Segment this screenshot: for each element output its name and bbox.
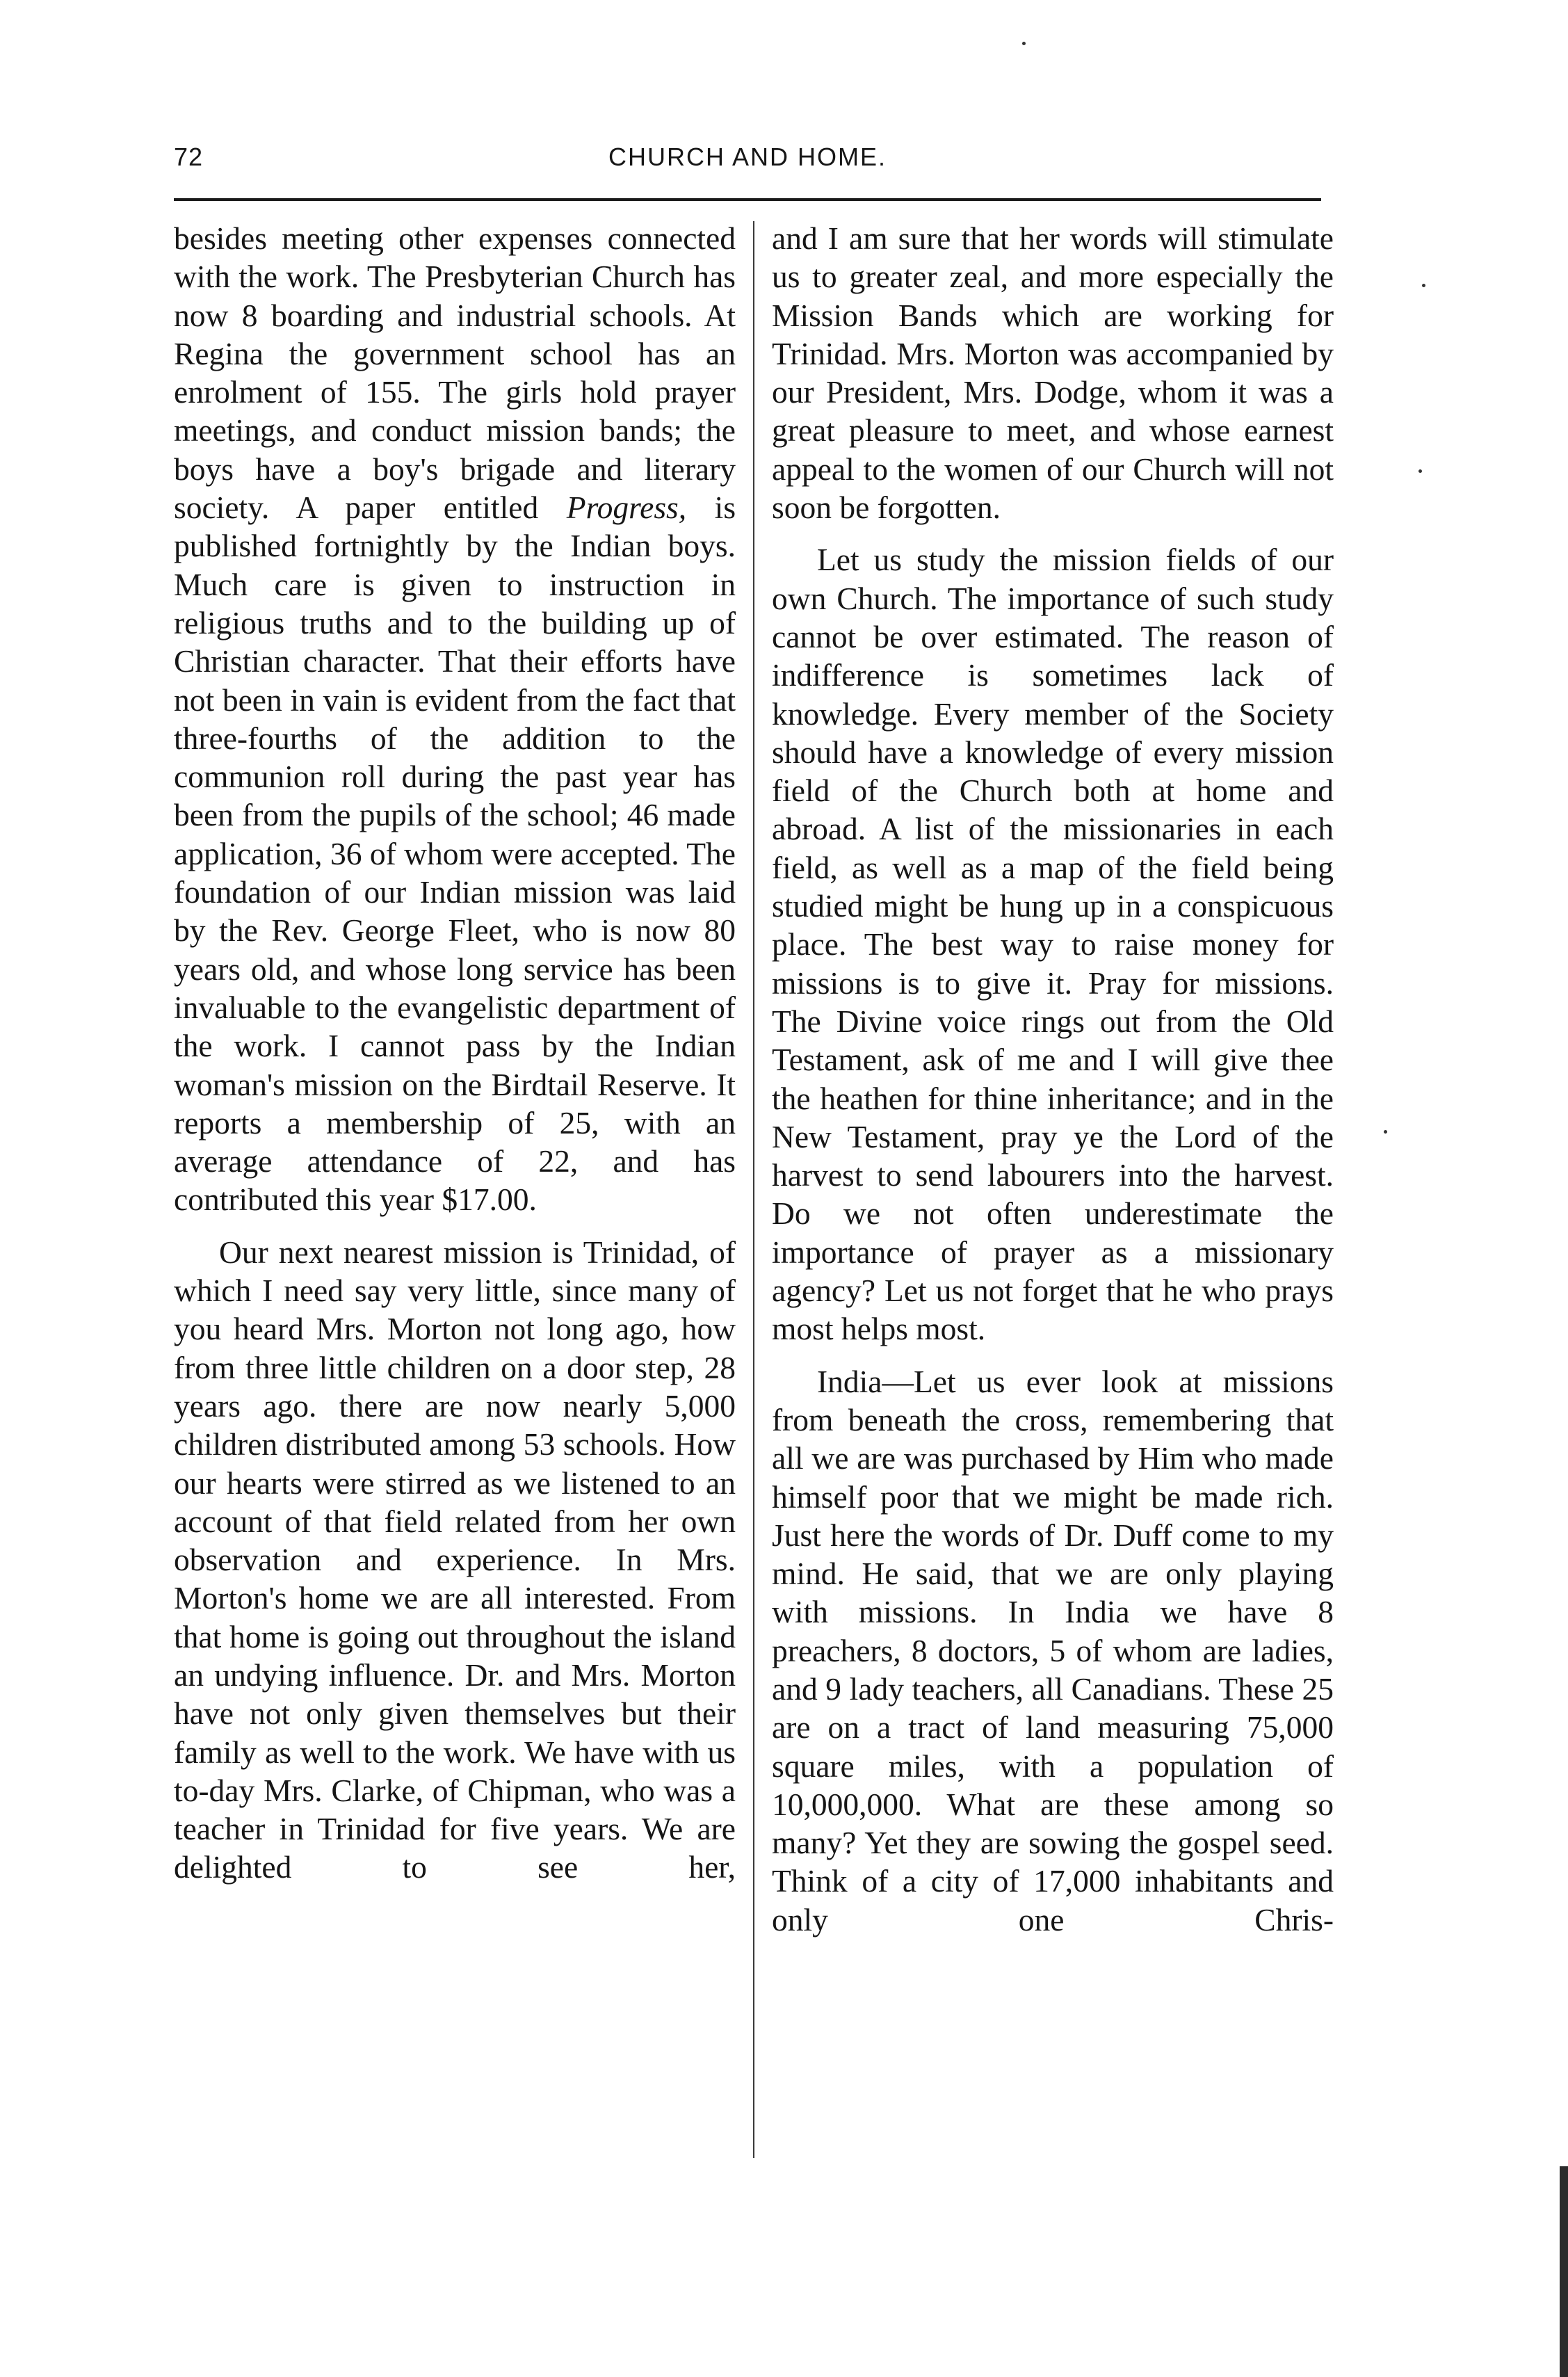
- publication-title: Progress,: [566, 490, 687, 526]
- left-paragraph-1-text: besides meeting other expenses connected with the work. The Presbyterian Church has now 8 boarding and industrial schools. At Regina the government school has an enrolment of 155. The girls hold prayer meetings, and conduct mission bands; the boys have a boy's brigade and literary society. A paper entitled: [174, 220, 736, 526]
- running-head: CHURCH AND HOME.: [608, 143, 887, 171]
- right-paragraph-3: India—Let us ever look at missions from beneath the cross, remembering that all we are was purchased by Him who made himself poor that we might be made rich. Just here the words of Dr. Duff come to my mind. He said, that we are only playing with missions. In India we have 8 preachers, 8 doctors, 5 of whom are ladies, and 9 lady teachers, all Canadians. These 25 are on a tract of land measuring 75,000 square miles, with a population of 10,000,000. What are these among so many? Yet they are sowing the gospel seed. Think of a city of 17,000 inhabitants and only one Chris-: [772, 1363, 1334, 1937]
- left-paragraph-1: [174, 219, 736, 1219]
- ink-speck: [1422, 284, 1425, 287]
- column-divider: [753, 221, 754, 2158]
- ink-speck: [1419, 469, 1422, 473]
- left-column: [174, 219, 736, 1887]
- page-number: 72: [174, 143, 204, 171]
- right-column: [772, 219, 1334, 1939]
- right-paragraph-2: Let us study the mission fields of our own Church. The importance of such study cannot be over estimated. The reason of indifference is sometimes lack of knowledge. Every member of the Society should have a knowledge of every mission field of the Church both at home and abroad. A list of the missionaries in each field, as well as a map of the field being studied might be hung up in a conspicuous place. The best way to raise money for missions is to give it. Pray for missions. The Divine voice rings out from the Old Testament, ask of me and I will give thee the heathen for thine inheritance; and in the New Testament, pray ye the Lord of the harvest to send labourers into the harvest. Do we not often underestimate the importance of prayer as a missionary agency? Let us not forget that he who prays most helps most.: [772, 542, 1334, 1347]
- ink-speck: [1022, 42, 1026, 45]
- right-paragraph-1: and I am sure that her words will stimulate us to greater zeal, and more especially the Mission Bands which are working for Trinidad. Mrs. Morton was accompanied by our President, Mrs. Dodge, whom it was a great pleasure to meet, and whose earnest appeal to the women of our Church will not soon be forgotten.: [772, 220, 1334, 526]
- page-header: [174, 143, 1321, 184]
- left-paragraph-1-continued: is published fortnightly by the Indian boys. Much care is given to instruction in religious truths and to the building up of Christian character. That their efforts have not been in vain is evident from the fact that three-fourths of the addition to the communion roll during the past year has been from the pupils of the school; 46 made application, 36 of whom were accepted. The foundation of our Indian mission was laid by the Rev. George Fleet, who is now 80 years old, and whose long service has been invaluable to the evangelistic department of the work. I cannot pass by the Indian woman's mission on the Birdtail Reserve. It reports a membership of 25, with an average attendance of 22, and has contributed this year $17.00.: [174, 490, 736, 1218]
- page-edge-mark: [1560, 2166, 1568, 2377]
- ink-speck: [1384, 1130, 1387, 1134]
- left-paragraph-2: Our next nearest mission is Trinidad, of which I need say very little, since many of you heard Mrs. Morton not long ago, how from three little children on a door step, 28 years ago. there are now nearly 5,000 children distributed among 53 schools. How our hearts were stirred as we listened to an account of that field related from her own observation and experience. In Mrs. Morton's home we are all interested. From that home is going out throughout the island an undying influence. Dr. and Mrs. Morton have not only given themselves but their family as well to the work. We have with us to-day Mrs. Clarke, of Chipman, who was a teacher in Trinidad for five years. We are delighted to see her,: [174, 1234, 736, 1885]
- header-rule: [174, 198, 1321, 201]
